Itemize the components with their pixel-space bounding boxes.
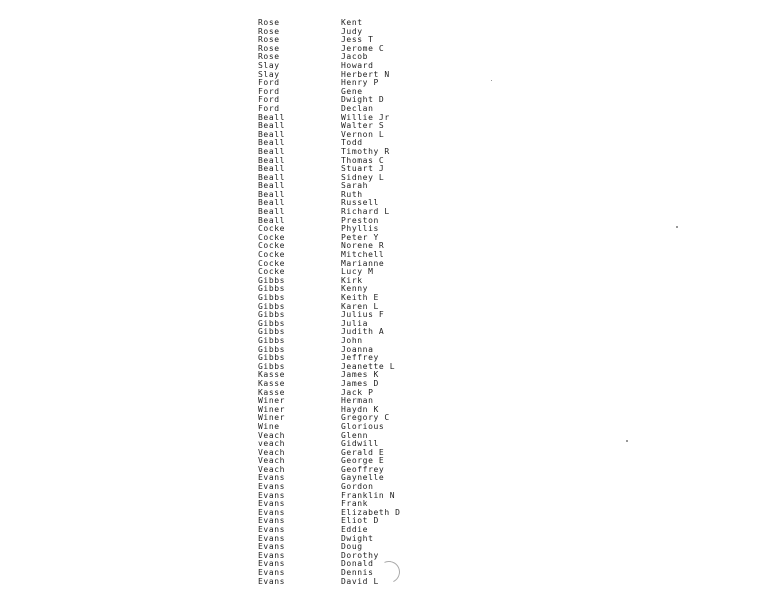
last-name: Evans [258, 542, 286, 552]
last-name: Ford [258, 95, 280, 105]
first-name: Howard [341, 60, 374, 70]
last-name: Evans [258, 473, 286, 483]
last-name: Rose [258, 52, 280, 62]
first-name: Preston [341, 215, 379, 225]
first-name: Haydn K [341, 404, 379, 414]
last-name: Gibbs [258, 344, 286, 354]
name-list [258, 19, 438, 586]
last-name: Evans [258, 525, 286, 535]
first-name: Thomas C [341, 155, 385, 165]
last-name: Rose [258, 43, 280, 53]
list-row [258, 578, 438, 587]
last-name: Gibbs [258, 293, 286, 302]
first-name: Eliot D [341, 516, 379, 526]
last-name: Rose [258, 26, 280, 36]
first-name: Vernon L [341, 129, 385, 139]
last-name: Beall [258, 146, 286, 156]
first-name: Todd [341, 138, 363, 148]
first-name: Herman [341, 396, 374, 406]
first-name: Timothy R [341, 146, 390, 156]
last-name: Evans [258, 516, 286, 526]
last-name: Evans [258, 533, 286, 543]
last-name: Beall [258, 215, 286, 225]
first-name: Gordon [341, 482, 374, 492]
first-name: Marianne [341, 258, 385, 268]
last-name: Gibbs [258, 318, 286, 328]
last-name: Beall [258, 129, 286, 139]
first-name: Dwight [341, 533, 374, 543]
last-name: Wine [258, 421, 280, 431]
last-name: Evans [258, 482, 286, 492]
last-name: Slay [258, 69, 280, 79]
last-name: Ford [258, 103, 280, 113]
last-name: veach [258, 439, 286, 449]
first-name: Keith E [341, 293, 379, 302]
last-name: Ford [258, 86, 280, 96]
last-name: Beall [258, 172, 286, 182]
first-name: Donald [341, 559, 374, 569]
last-name: Evans [258, 490, 286, 500]
first-name: Phyllis [341, 224, 379, 234]
first-name: Gene [341, 86, 363, 96]
last-name: Gibbs [258, 310, 286, 320]
last-name: Gibbs [258, 327, 286, 337]
first-name: Jess T [341, 35, 374, 45]
last-name: Gibbs [258, 361, 286, 371]
first-name: John [341, 335, 363, 345]
first-name: Glenn [341, 430, 369, 440]
last-name: Beall [258, 207, 286, 217]
last-name: Cocke [258, 267, 286, 277]
last-name: Beall [258, 155, 286, 165]
last-name: Beall [258, 112, 286, 122]
first-name: Herbert N [341, 69, 390, 79]
first-name: David L [341, 576, 379, 586]
last-name: Evans [258, 576, 286, 586]
last-name: Gibbs [258, 284, 286, 294]
first-name: Ruth [341, 189, 363, 199]
last-name: Beall [258, 181, 286, 191]
last-name: Rose [258, 18, 280, 27]
first-name: Frank [341, 499, 369, 509]
first-name: Richard L [341, 207, 390, 217]
first-name: Kenny [341, 284, 369, 294]
first-name: Dorothy [341, 550, 379, 560]
first-name: Kent [341, 18, 363, 27]
last-name: Winer [258, 396, 286, 406]
last-name: Kasse [258, 387, 286, 397]
last-name: Cocke [258, 258, 286, 268]
first-name: Dennis [341, 568, 374, 577]
last-name: Gibbs [258, 275, 286, 285]
last-name: Gibbs [258, 301, 286, 311]
last-name: Kasse [258, 370, 286, 380]
last-name: Winer [258, 404, 286, 414]
last-name: Beall [258, 164, 286, 174]
last-name: Evans [258, 499, 286, 509]
last-name: Gibbs [258, 353, 286, 363]
first-name: Lucy M [341, 267, 374, 277]
first-name: Jerome C [341, 43, 385, 53]
first-name: Henry P [341, 78, 379, 88]
scan-speck [676, 226, 678, 228]
first-name: Elizabeth D [341, 507, 401, 517]
first-name: Franklin N [341, 490, 396, 500]
first-name: Russell [341, 198, 379, 208]
first-name: Kirk [341, 275, 363, 285]
first-name: Willie Jr [341, 112, 390, 122]
first-name: Gerald E [341, 447, 385, 457]
last-name: Evans [258, 559, 286, 569]
first-name: Jacob [341, 52, 369, 62]
first-name: Glorious [341, 421, 385, 431]
last-name: Beall [258, 138, 286, 148]
first-name: Eddie [341, 525, 369, 535]
first-name: Julius F [341, 310, 385, 320]
last-name: Veach [258, 464, 286, 474]
last-name: Cocke [258, 241, 286, 251]
first-name: Karen L [341, 301, 379, 311]
last-name: Beall [258, 121, 286, 131]
first-name: Norene R [341, 241, 385, 251]
first-name: Stuart J [341, 164, 385, 174]
last-name: Winer [258, 413, 286, 423]
first-name: Jeffrey [341, 353, 379, 363]
first-name: Julia [341, 318, 369, 328]
scan-speck [626, 440, 628, 442]
scan-speck [491, 80, 492, 81]
last-name: Cocke [258, 232, 286, 242]
first-name: Mitchell [341, 250, 385, 260]
first-name: Geoffrey [341, 464, 385, 474]
last-name: Evans [258, 550, 286, 560]
first-name: Doug [341, 542, 363, 552]
last-name: Gibbs [258, 335, 286, 345]
first-name: Dwight D [341, 95, 385, 105]
last-name: Beall [258, 198, 286, 208]
first-name: Judy [341, 26, 363, 36]
last-name: Slay [258, 60, 280, 70]
first-name: Judith A [341, 327, 385, 337]
last-name: Rose [258, 35, 280, 45]
first-name: Gidwill [341, 439, 379, 449]
last-name: Veach [258, 456, 286, 466]
last-name: Cocke [258, 250, 286, 260]
first-name: Jeanette L [341, 361, 396, 371]
first-name: Joanna [341, 344, 374, 354]
first-name: James K [341, 370, 379, 380]
last-name: Kasse [258, 378, 286, 388]
first-name: Sarah [341, 181, 369, 191]
last-name: Evans [258, 507, 286, 517]
last-name: Veach [258, 447, 286, 457]
last-name: Ford [258, 78, 280, 88]
first-name: Peter Y [341, 232, 379, 242]
first-name: Gregory C [341, 413, 390, 423]
last-name: Evans [258, 568, 286, 577]
first-name: George E [341, 456, 385, 466]
first-name: Jack P [341, 387, 374, 397]
first-name: Gaynelle [341, 473, 385, 483]
first-name: James D [341, 378, 379, 388]
last-name: Beall [258, 189, 286, 199]
last-name: Veach [258, 430, 286, 440]
first-name: Declan [341, 103, 374, 113]
first-name: Sidney L [341, 172, 385, 182]
last-name: Cocke [258, 224, 286, 234]
first-name: Walter S [341, 121, 385, 131]
